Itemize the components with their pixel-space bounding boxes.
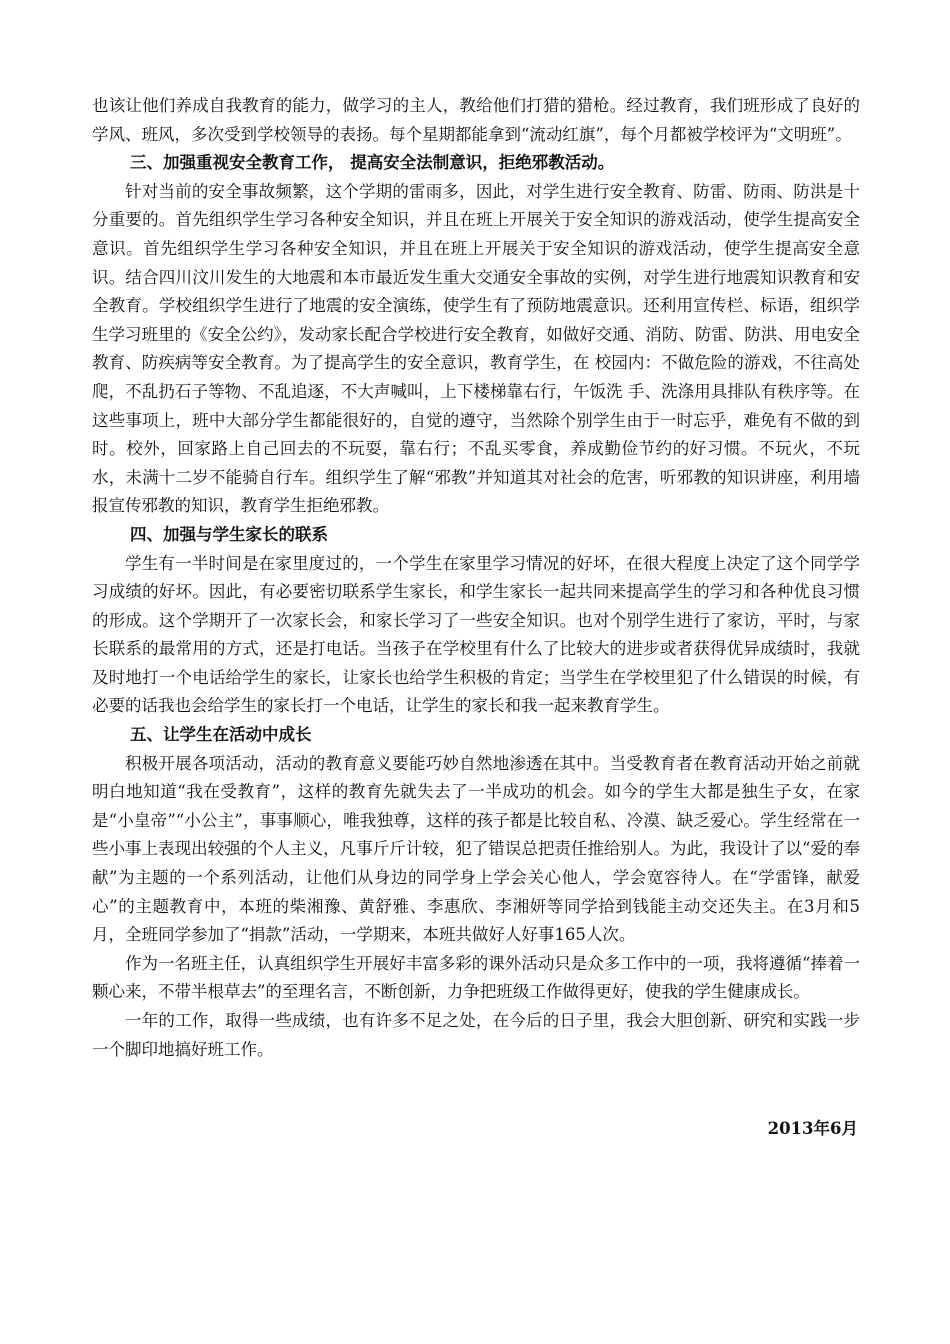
- teacher-paragraph: 作为一名班主任，认真组织学生开展好丰富多彩的课外活动只是众多工作中的一项，我将遵循“捧着一颗心来，不带半根草去”的至理名言，不断创新，力争把班级工作做得更好，使我的学生健康成长。: [92, 953, 860, 1002]
- section-heading-5: 五、让学生在活动中成长: [130, 725, 312, 745]
- document-body: [92, 92, 860, 1064]
- activities-paragraph: 积极开展各项活动，活动的教育意义要能巧妙自然地渗透在其中。当受教育者在教育活动开始之前就明白地知道“我在受教育”，这样的教育先就失去了一半成功的机会。如今的学生大都是独生子女，在家是“小皇帝”“小公主”，事事顺心，唯我独尊，这样的孩子都是比较自私、冷漠、缺乏爱心。学生经常在一些小事上表现出较强的个人主义，凡事斤斤计较，犯了错误总把责任推给别人。为此，我设计了以“爱的奉献”为主题的一个系列活动，让他们从身边的同学身上学会关心他人，学会宽容待人。在“学雷锋，献爱心”的主题教育中，本班的柴湘豫、黄舒雅、李惠欣、李湘妍等同学拾到钱能主动交还失主。在3月和5月，全班同学参加了“捐款”活动，一学期来，本班共做好人好事165人次。: [92, 753, 860, 945]
- section-heading-3: 三、加强重视安全教育工作， 提高安全法制意识，拒绝邪教活动。: [130, 153, 615, 173]
- document-date: 2013年6月: [767, 1119, 858, 1138]
- conclusion-paragraph: 一年的工作，取得一些成绩，也有许多不足之处，在今后的日子里，我会大胆创新、研究和实践一步一个脚印地搞好班工作。: [92, 1011, 860, 1059]
- intro-paragraph: 也该让他们养成自我教育的能力，做学习的主人，教给他们打猎的猎枪。经过教育，我们班形成了良好的学风、班风，多次受到学校领导的表扬。每个星期都能拿到“流动红旗”，每个月都被学校评为“文明班”。: [92, 96, 860, 144]
- parents-paragraph: 学生有一半时间是在家里度过的，一个学生在家里学习情况的好坏，在很大程度上决定了这个同学学习成绩的好坏。因此，有必要密切联系学生家长，和学生家长一起共同来提高学生的学习和各种优良习惯的形成。这个学期开了一次家长会，和家长学习了一些安全知识。也对个别学生进行了家访，平时，与家长联系的最常用的方式，还是打电话。当孩子在学校里有什么了比较大的进步或者获得优异成绩时，我就及时地打一个电话给学生的家长，让家长也给学生积极的肯定；当学生在学校里犯了什么错误的时候，有必要的话我也会给学生的家长打一个电话，让学生的家长和我一起来教育学生。: [92, 553, 860, 716]
- section-heading-4: 四、加强与学生家长的联系: [130, 524, 328, 544]
- safety-paragraph: 针对当前的安全事故频繁，这个学期的雷雨多，因此，对学生进行安全教育、防雷、防雨、防洪是十分重要的。首先组织学生学习各种安全知识，并且在班上开展关于安全知识的游戏活动，使学生提高安全意识。首先组织学生学习各种安全知识，并且在班上开展关于安全知识的游戏活动，使学生提高安全意识。结合四川汶川发生的大地震和本市最近发生重大交通安全事故的实例，对学生进行地震知识教育和安全教育。学校组织学生进行了地震的安全演练，使学生有了预防地震意识。还利用宣传栏、标语，组织学生学习班里的《安全公约》，发动家长配合学校进行安全教育，如做好交通、消防、防雷、防洪、用电安全教育、防疾病等安全教育。为了提高学生的安全意识，教育学生，在 校园内：不做危险的游戏，不往高处爬，不乱扔石子等物、不乱追逐，不大声喊叫，上下楼梯靠右行，午饭洗 手、洗涤用具排队有秩序等。在这些事项上，班中大部分学生都能很好的，自觉的遵守，当然除个别学生由于一时忘乎，难免有不做的到时。校外，回家路上自己回去的不玩耍，靠右行；不乱买零食，养成勤俭节约的好习惯。不玩火，不玩水，未满十二岁不能骑自行车。组织学生了解“邪教”并知道其对社会的危害，听邪教的知识讲座，利用墙报宣传邪教的知识，教育学生拒绝邪教。: [92, 181, 860, 516]
